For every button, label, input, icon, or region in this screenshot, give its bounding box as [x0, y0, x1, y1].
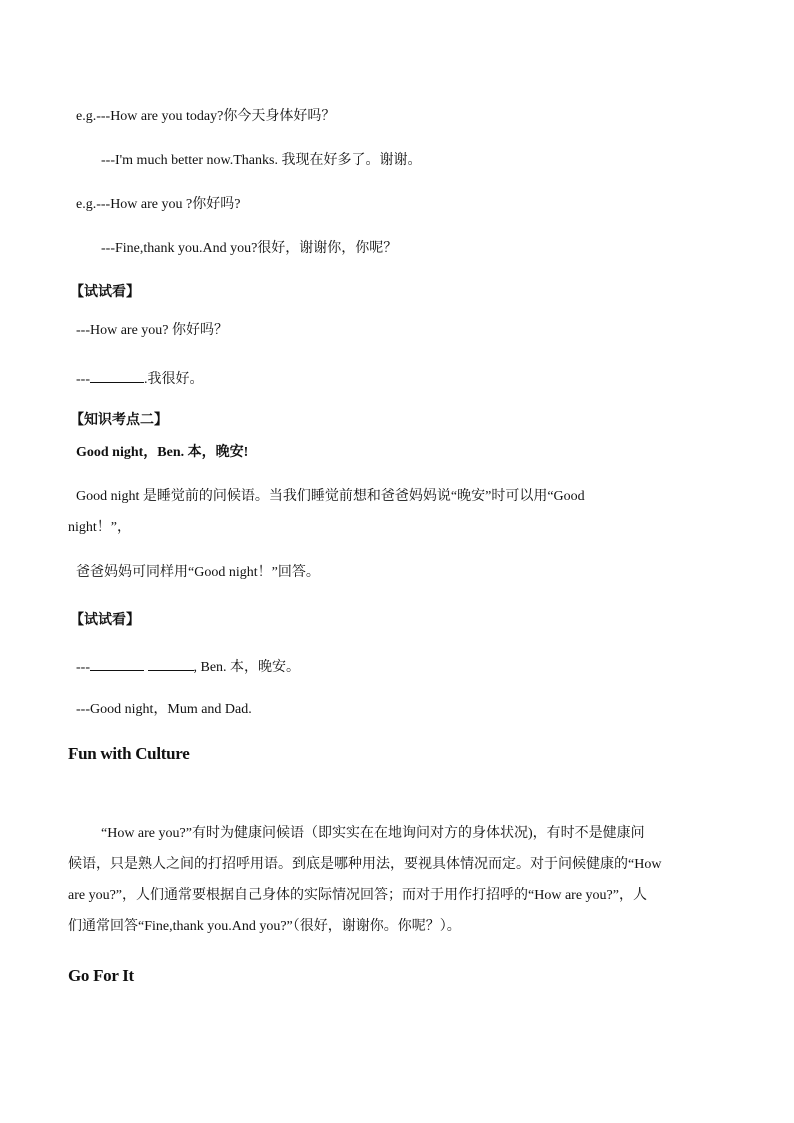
knowledge-point-2-para-3: 爸爸妈妈可同样用“Good night！”回答。: [76, 565, 320, 580]
question-suffix: , Ben. 本，晚安。: [193, 660, 301, 675]
culture-para-line-1: “How are you?”有时为健康问候语（即实实在在地询问对方的身体状况)，有时不是健康问: [101, 826, 645, 841]
knowledge-point-2-heading: 【知识考点二】: [70, 413, 168, 428]
culture-para-line-4: 们通常回答“Fine,thank you.And you?”（很好，谢谢你。你呢？）。: [68, 919, 461, 934]
example-1-reply: ---I'm much better now.Thanks. 我现在好多了。谢谢。: [101, 153, 422, 168]
culture-para-line-3: are you?”，人们通常要根据自己身体的实际情况回答；而对于用作打招呼的“How are you?”，人: [68, 888, 647, 903]
knowledge-point-2-subtitle: Good night，Ben. 本，晚安!: [76, 445, 249, 460]
fun-with-culture-heading: Fun with Culture: [68, 744, 190, 763]
try-it-answer-2: ---Good night，Mum and Dad.: [76, 702, 252, 717]
question-prefix: ---: [76, 660, 90, 675]
try-it-answer-1: [76, 368, 204, 389]
try-it-question-2: [76, 656, 300, 677]
knowledge-point-2-para-2: night！”，: [68, 520, 131, 535]
culture-para-line-2: 候语，只是熟人之间的打招呼用语。到底是哪种用法，要视具体情况而定。对于问候健康的“How: [68, 857, 662, 872]
example-2: e.g.---How are you ?你好吗?: [76, 197, 241, 212]
answer-prefix: ---: [76, 372, 90, 387]
answer-suffix: .我很好。: [144, 372, 204, 387]
example-2-reply: ---Fine,thank you.And you?很好，谢谢你，你呢？: [101, 241, 398, 256]
try-it-question-1: ---How are you? 你好吗？: [76, 323, 229, 338]
try-it-heading-2: 【试试看】: [70, 613, 140, 628]
knowledge-point-2-para-1: Good night 是睡觉前的问候语。当我们睡觉前想和爸爸妈妈说“晚安”时可以用“Good: [76, 489, 585, 504]
answer-blank[interactable]: [90, 368, 144, 383]
try-it-heading-1: 【试试看】: [70, 285, 140, 300]
question-blank-1[interactable]: [90, 656, 144, 671]
question-blank-2[interactable]: [148, 656, 194, 671]
example-1: e.g.---How are you today?你今天身体好吗？: [76, 109, 336, 124]
go-for-it-heading: Go For It: [68, 966, 134, 985]
